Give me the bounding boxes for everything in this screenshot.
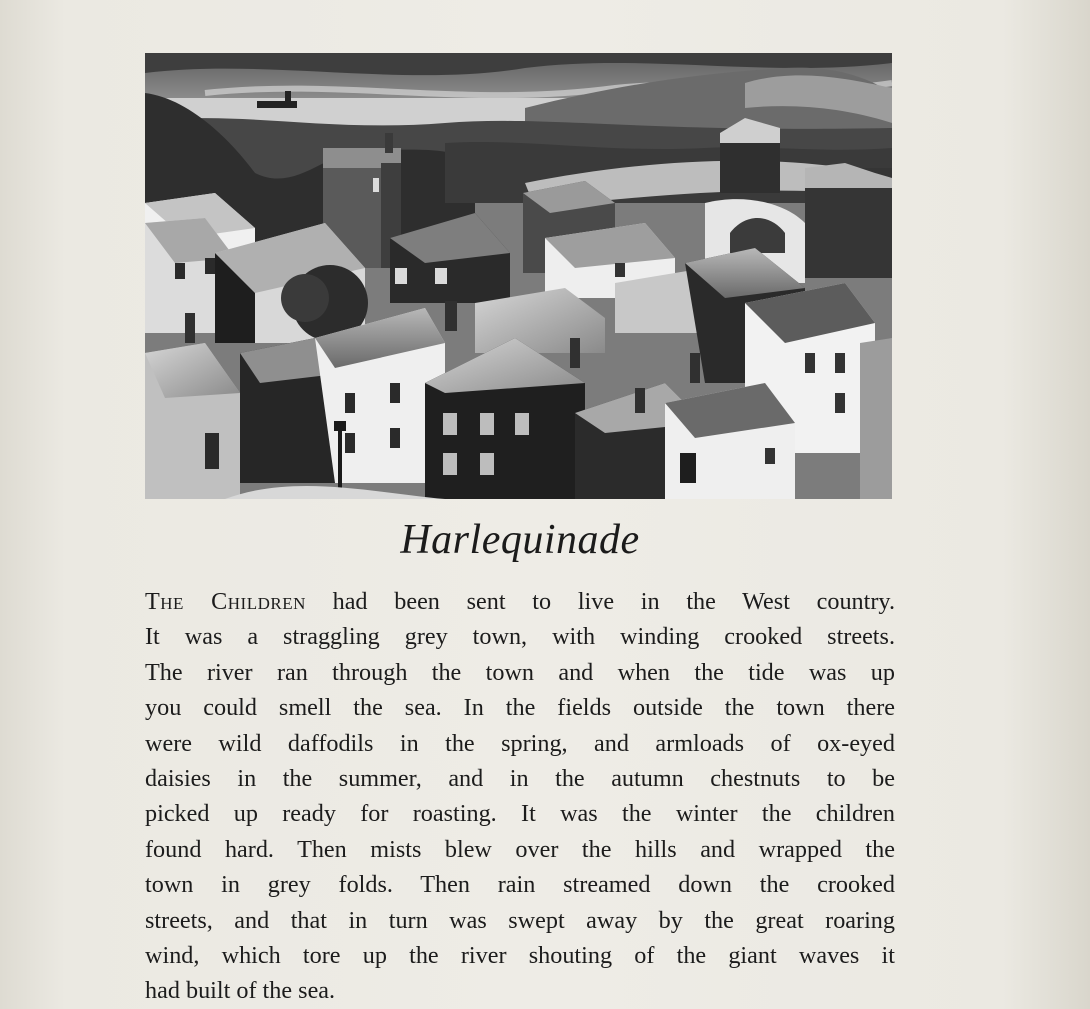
paragraph-line: It was a straggling grey town, with winding crooked streets. bbox=[145, 623, 895, 651]
paragraph-lead-smallcaps: The Children bbox=[145, 588, 306, 615]
paragraph-line: daisies in the summer, and in the autumn chestnuts to be bbox=[145, 765, 895, 793]
paragraph-line: had built of the sea. bbox=[145, 977, 336, 1005]
paragraph-line-text: had been sent to live in the West country. bbox=[305, 588, 895, 615]
chapter-paragraph bbox=[145, 584, 895, 1009]
paragraph-line: picked up ready for roasting. It was the winter the children bbox=[145, 800, 895, 828]
paragraph-line: found hard. Then mists blew over the hills and wrapped the bbox=[145, 835, 895, 863]
town-landscape-illustration-icon bbox=[145, 53, 892, 499]
paragraph-line: streets, and that in turn was swept away by the great roaring bbox=[145, 906, 895, 934]
chapter-title: Harlequinade bbox=[400, 517, 640, 563]
paragraph-line: wind, which tore up the river shouting of the giant waves it bbox=[145, 942, 895, 970]
paragraph-line bbox=[145, 584, 895, 619]
paragraph-line: town in grey folds. Then rain streamed down the crooked bbox=[145, 871, 895, 899]
paragraph-line: you could smell the sea. In the fields outside the town there bbox=[145, 694, 895, 722]
paragraph-line: The river ran through the town and when the tide was up bbox=[145, 658, 895, 686]
paragraph-line: were wild daffodils in the spring, and armloads of ox-eyed bbox=[145, 729, 895, 757]
